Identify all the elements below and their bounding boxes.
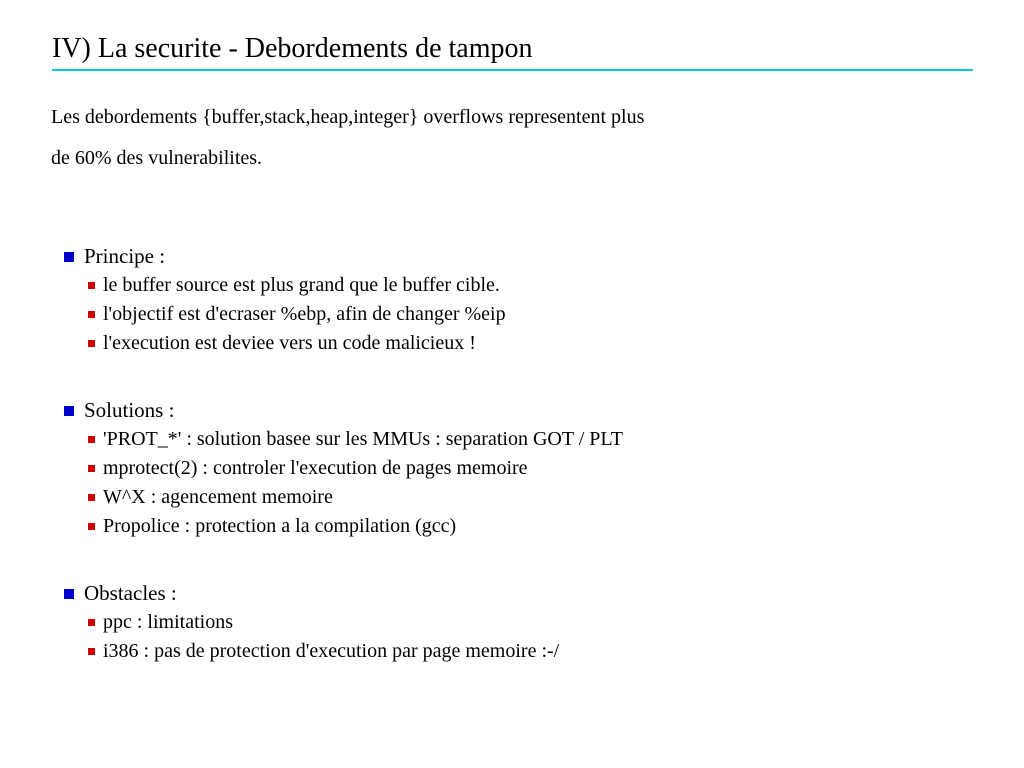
red-square-bullet-icon <box>88 494 95 501</box>
section-heading <box>64 242 623 271</box>
intro-paragraph <box>51 97 644 179</box>
red-square-bullet-icon <box>88 340 95 347</box>
section-heading-label: Solutions : <box>84 398 175 422</box>
list-item-text: W^X : agencement memoire <box>103 486 333 508</box>
list-item-text: Propolice : protection a la compilation (gcc) <box>103 515 457 537</box>
section-principe <box>64 242 623 358</box>
list-item <box>88 608 623 637</box>
list-item-text: mprotect(2) : controler l'execution de pages memoire <box>103 457 528 479</box>
title-underline-rule <box>52 69 973 71</box>
section-heading <box>64 579 623 608</box>
red-square-bullet-icon <box>88 436 95 443</box>
section-heading-label: Obstacles : <box>84 581 177 605</box>
bullet-sections <box>64 242 623 704</box>
list-item <box>88 483 623 512</box>
red-square-bullet-icon <box>88 619 95 626</box>
list-item <box>88 454 623 483</box>
blue-square-bullet-icon <box>64 589 74 599</box>
intro-line: Les debordements {buffer,stack,heap,integer} overflows representent plus <box>51 106 645 128</box>
list-item-text: l'objectif est d'ecraser %ebp, afin de changer %eip <box>103 303 506 325</box>
list-item-text: le buffer source est plus grand que le buffer cible. <box>103 274 500 296</box>
list-item-text: ppc : limitations <box>103 611 233 633</box>
list-item <box>88 512 623 541</box>
list-item-text: i386 : pas de protection d'execution par page memoire :-/ <box>103 640 560 662</box>
red-square-bullet-icon <box>88 465 95 472</box>
red-square-bullet-icon <box>88 311 95 318</box>
section-heading <box>64 396 623 425</box>
intro-line: de 60% des vulnerabilites. <box>51 147 263 169</box>
list-item-text: l'execution est deviee vers un code malicieux ! <box>103 332 476 354</box>
red-square-bullet-icon <box>88 282 95 289</box>
page-title: IV) La securite - Debordements de tampon <box>52 33 533 64</box>
list-item <box>88 329 623 358</box>
list-item <box>88 637 623 666</box>
list-item-text: 'PROT_*' : solution basee sur les MMUs : separation GOT / PLT <box>103 428 623 450</box>
list-item <box>88 271 623 300</box>
blue-square-bullet-icon <box>64 252 74 262</box>
red-square-bullet-icon <box>88 648 95 655</box>
list-item <box>88 300 623 329</box>
section-heading-label: Principe : <box>84 244 166 268</box>
section-obstacles <box>64 579 623 666</box>
red-square-bullet-icon <box>88 523 95 530</box>
list-item <box>88 425 623 454</box>
blue-square-bullet-icon <box>64 406 74 416</box>
section-solutions <box>64 396 623 541</box>
